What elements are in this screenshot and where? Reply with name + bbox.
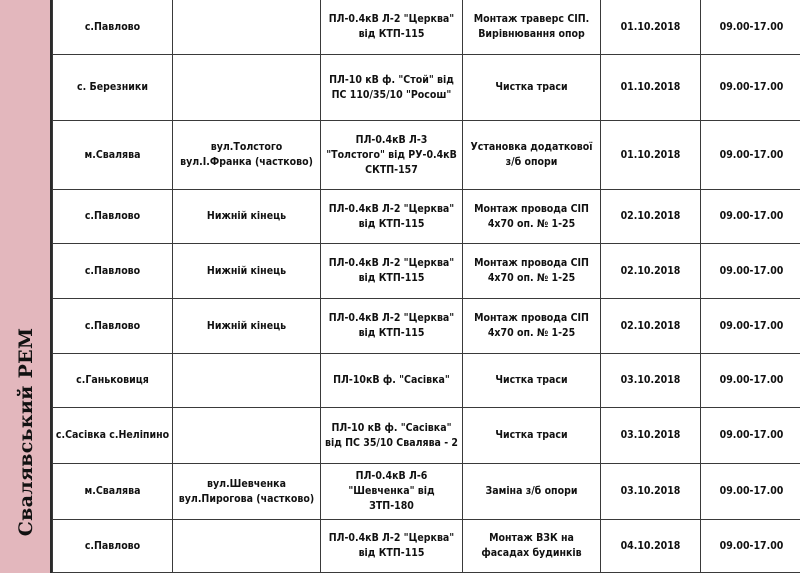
locality-cell: с.Павлово (53, 244, 173, 299)
street-cell (173, 408, 321, 464)
date-cell: 04.10.2018 (601, 520, 701, 573)
power-line-cell: ПЛ-0.4кВ Л-3 "Толстого" від РУ-0.4кВ СКТП-157 (321, 121, 463, 190)
power-line-cell: ПЛ-0.4кВ Л-2 "Церква" від КТП-115 (321, 244, 463, 299)
locality-cell: с.Павлово (53, 190, 173, 244)
work-description-cell: Монтаж траверс СІП. Вирівнювання опор (463, 0, 601, 55)
table-row (53, 55, 800, 121)
time-cell: 09.00-17.00 (701, 299, 800, 354)
locality-cell: м.Свалява (53, 464, 173, 520)
time-cell: 09.00-17.00 (701, 190, 800, 244)
work-description-cell: Монтаж ВЗК на фасадах будинків (463, 520, 601, 573)
locality-cell: с.Ганьковиця (53, 354, 173, 408)
street-cell (173, 55, 321, 121)
time-cell: 09.00-17.00 (701, 55, 800, 121)
date-cell: 01.10.2018 (601, 121, 701, 190)
table-row (53, 244, 800, 299)
time-cell: 09.00-17.00 (701, 354, 800, 408)
date-cell: 01.10.2018 (601, 0, 701, 55)
table-row (53, 190, 800, 244)
date-cell: 03.10.2018 (601, 464, 701, 520)
work-description-cell: Чистка траси (463, 55, 601, 121)
locality-cell: м.Свалява (53, 121, 173, 190)
locality-cell: с.Павлово (53, 299, 173, 354)
street-cell: Нижній кінець (173, 190, 321, 244)
street-cell: вул.Толстого вул.І.Франка (частково) (173, 121, 321, 190)
table-row (53, 464, 800, 520)
outage-schedule-table (52, 0, 800, 573)
street-cell: Нижній кінець (173, 244, 321, 299)
street-cell (173, 0, 321, 55)
power-line-cell: ПЛ-10 кВ ф. "Сасівка" від ПС 35/10 Свалява - 2 (321, 408, 463, 464)
work-description-cell: Установка додаткової з/б опори (463, 121, 601, 190)
table-row (53, 520, 800, 573)
work-description-cell: Монтаж провода СІП 4х70 оп. № 1-25 (463, 190, 601, 244)
locality-cell: с. Березники (53, 55, 173, 121)
time-cell: 09.00-17.00 (701, 464, 800, 520)
date-cell: 01.10.2018 (601, 55, 701, 121)
work-description-cell: Монтаж провода СІП 4х70 оп. № 1-25 (463, 299, 601, 354)
power-line-cell: ПЛ-0.4кВ Л-2 "Церква" від КТП-115 (321, 520, 463, 573)
street-cell: Нижній кінець (173, 299, 321, 354)
power-line-cell: ПЛ-0.4кВ Л-6 "Шевченка" від ЗТП-180 (321, 464, 463, 520)
table-row (53, 299, 800, 354)
work-description-cell: Чистка траси (463, 408, 601, 464)
power-line-cell: ПЛ-0.4кВ Л-2 "Церква" від КТП-115 (321, 299, 463, 354)
locality-cell: с.Павлово (53, 0, 173, 55)
time-cell: 09.00-17.00 (701, 121, 800, 190)
power-line-cell: ПЛ-10кВ ф. "Сасівка" (321, 354, 463, 408)
table-row (53, 408, 800, 464)
work-description-cell: Монтаж провода СІП 4х70 оп. № 1-25 (463, 244, 601, 299)
street-cell: вул.Шевченка вул.Пирогова (частково) (173, 464, 321, 520)
district-label-panel (0, 0, 52, 573)
power-line-cell: ПЛ-0.4кВ Л-2 "Церква" від КТП-115 (321, 190, 463, 244)
district-label: Свалявський РЕМ (15, 327, 37, 537)
street-cell (173, 520, 321, 573)
street-cell (173, 354, 321, 408)
power-line-cell: ПЛ-0.4кВ Л-2 "Церква" від КТП-115 (321, 0, 463, 55)
date-cell: 03.10.2018 (601, 408, 701, 464)
time-cell: 09.00-17.00 (701, 408, 800, 464)
table-row (53, 0, 800, 55)
time-cell: 09.00-17.00 (701, 244, 800, 299)
power-line-cell: ПЛ-10 кВ ф. "Стой" від ПС 110/35/10 "Росош" (321, 55, 463, 121)
date-cell: 02.10.2018 (601, 190, 701, 244)
work-description-cell: Чистка траси (463, 354, 601, 408)
locality-cell: с.Сасівка с.Неліпино (53, 408, 173, 464)
table-row (53, 121, 800, 190)
date-cell: 03.10.2018 (601, 354, 701, 408)
date-cell: 02.10.2018 (601, 299, 701, 354)
locality-cell: с.Павлово (53, 520, 173, 573)
time-cell: 09.00-17.00 (701, 0, 800, 55)
work-description-cell: Заміна з/б опори (463, 464, 601, 520)
table-row (53, 354, 800, 408)
date-cell: 02.10.2018 (601, 244, 701, 299)
time-cell: 09.00-17.00 (701, 520, 800, 573)
